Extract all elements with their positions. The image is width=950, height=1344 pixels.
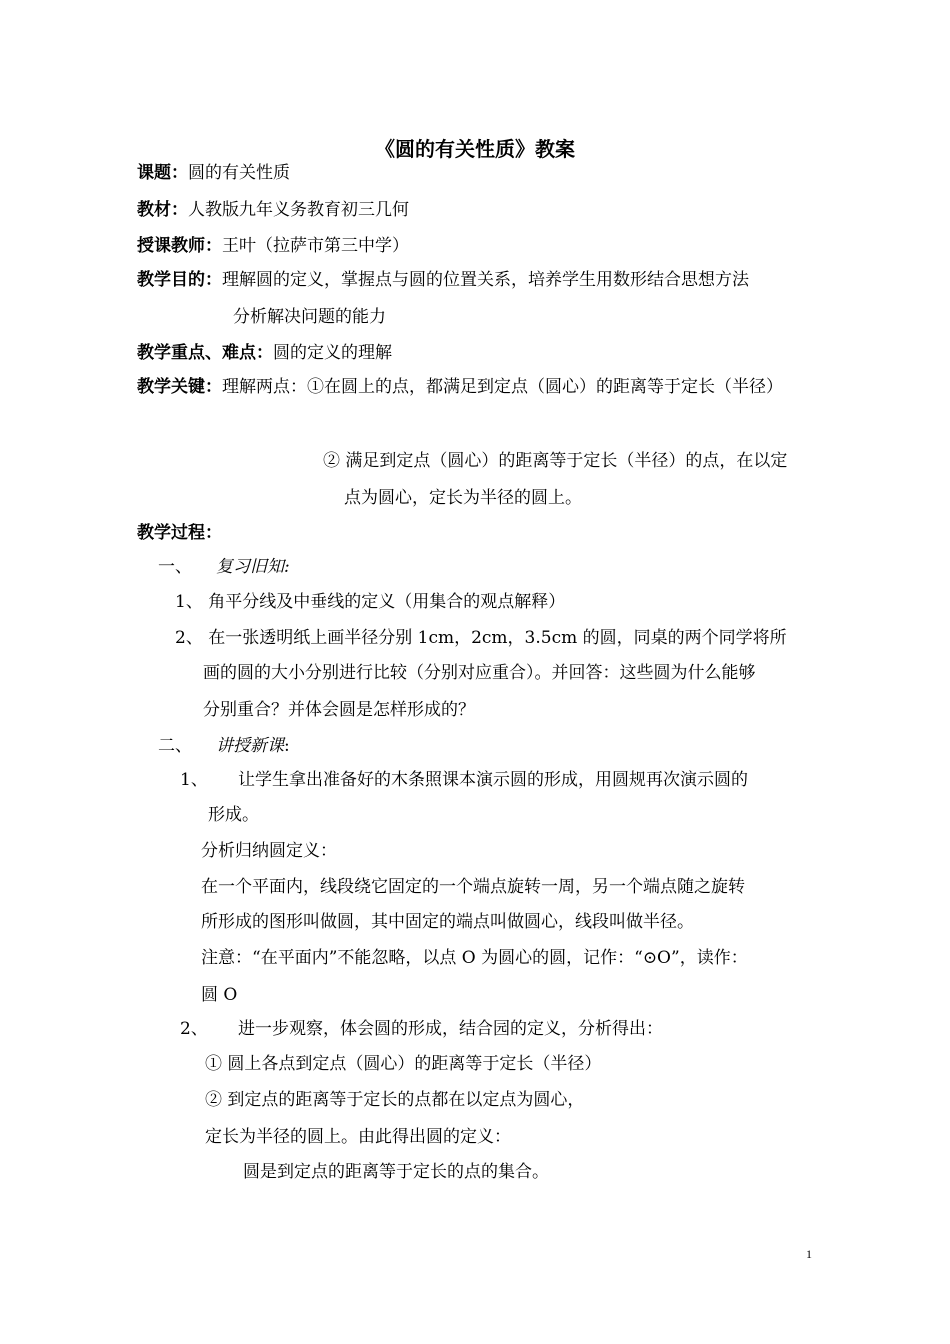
focus-label: 教学重点、难点：: [137, 343, 273, 363]
topic-line: [137, 162, 290, 184]
section-2-heading: [158, 735, 290, 757]
teacher-value: 王叶（拉萨市第三中学）: [222, 236, 409, 256]
topic-label: 课题：: [137, 163, 188, 183]
key-value: 理解两点：①在圆上的点，都满足到定点（圆心）的距离等于定长（半径）: [222, 377, 783, 397]
observation-point-2: ② 到定点的距离等于定长的点都在以定点为圆心，: [205, 1090, 585, 1110]
review-item-2-line2: 画的圆的大小分别进行比较（分别对应重合）。并回答：这些圆为什么能够: [203, 663, 756, 683]
key-label: 教学关键：: [137, 377, 222, 397]
goal-label: 教学目的：: [137, 270, 222, 290]
new-item-2: 进一步观察，体会圆的形成，结合园的定义，分析得出：: [238, 1019, 663, 1039]
document-title: 《圆的有关性质》教案: [375, 137, 575, 161]
review-item-1: 1、 角平分线及中垂线的定义（用集合的观点解释）: [175, 592, 566, 612]
section-1-title: 复习旧知:: [216, 557, 290, 577]
goal-value-continued: 分析解决问题的能力: [233, 307, 386, 327]
new-item-1: 让学生拿出准备好的木条照课本演示圆的形成，用圆规再次演示圆的: [238, 770, 748, 790]
goal-value: 理解圆的定义，掌握点与圆的位置关系，培养学生用数形结合思想方法: [222, 270, 749, 290]
circle-set-definition: 圆是到定点的距离等于定长的点的集合。: [243, 1162, 549, 1182]
goal-line: [137, 269, 749, 291]
review-item-2: 2、 在一张透明纸上画半径分别 1cm，2cm，3.5cm 的圆，同桌的两个同学将所: [175, 628, 787, 648]
analysis-heading: 分析归纳圆定义：: [201, 841, 337, 861]
page-number: 1: [806, 1247, 812, 1261]
notation-note-line2: 圆 O: [201, 985, 238, 1005]
material-label: 教材：: [137, 200, 188, 220]
section-2-colon: :: [284, 736, 290, 756]
teacher-line: [137, 235, 409, 257]
notation-note: 注意：“在平面内”不能忽略，以点 O 为圆心的圆，记作：“⊙O”，读作：: [201, 948, 748, 968]
teacher-label: 授课教师：: [137, 236, 222, 256]
new-item-2-number: 2、: [180, 1019, 208, 1039]
material-line: [137, 199, 409, 221]
topic-value: 圆的有关性质: [188, 163, 290, 183]
section-2-number: 二、: [158, 736, 192, 756]
section-1-number: 一、: [158, 557, 192, 577]
review-item-2-line3: 分别重合？并体会圆是怎样形成的？: [203, 700, 475, 720]
focus-line: [137, 342, 392, 364]
key-point-2-continued: 点为圆心，定长为半径的圆上。: [344, 488, 582, 508]
new-item-1-number: 1、: [180, 770, 208, 790]
observation-point-2-continued: 定长为半径的圆上。由此得出圆的定义：: [205, 1127, 511, 1147]
material-value: 人教版九年义务教育初三几何: [188, 200, 409, 220]
key-line: [137, 376, 783, 398]
circle-definition: 在一个平面内，线段绕它固定的一个端点旋转一周，另一个端点随之旋转: [201, 877, 745, 897]
new-item-1-line2: 形成。: [208, 805, 259, 825]
circle-definition-line2: 所形成的图形叫做圆，其中固定的端点叫做圆心，线段叫做半径。: [201, 912, 694, 932]
section-1-heading: [158, 556, 290, 578]
focus-value: 圆的定义的理解: [273, 343, 392, 363]
observation-point-1: ① 圆上各点到定点（圆心）的距离等于定长（半径）: [205, 1054, 602, 1074]
section-2-title: 讲授新课: [216, 736, 284, 756]
key-point-2: ② 满足到定点（圆心）的距离等于定长（半径）的点，在以定: [323, 451, 788, 471]
process-heading: 教学过程：: [137, 523, 222, 543]
